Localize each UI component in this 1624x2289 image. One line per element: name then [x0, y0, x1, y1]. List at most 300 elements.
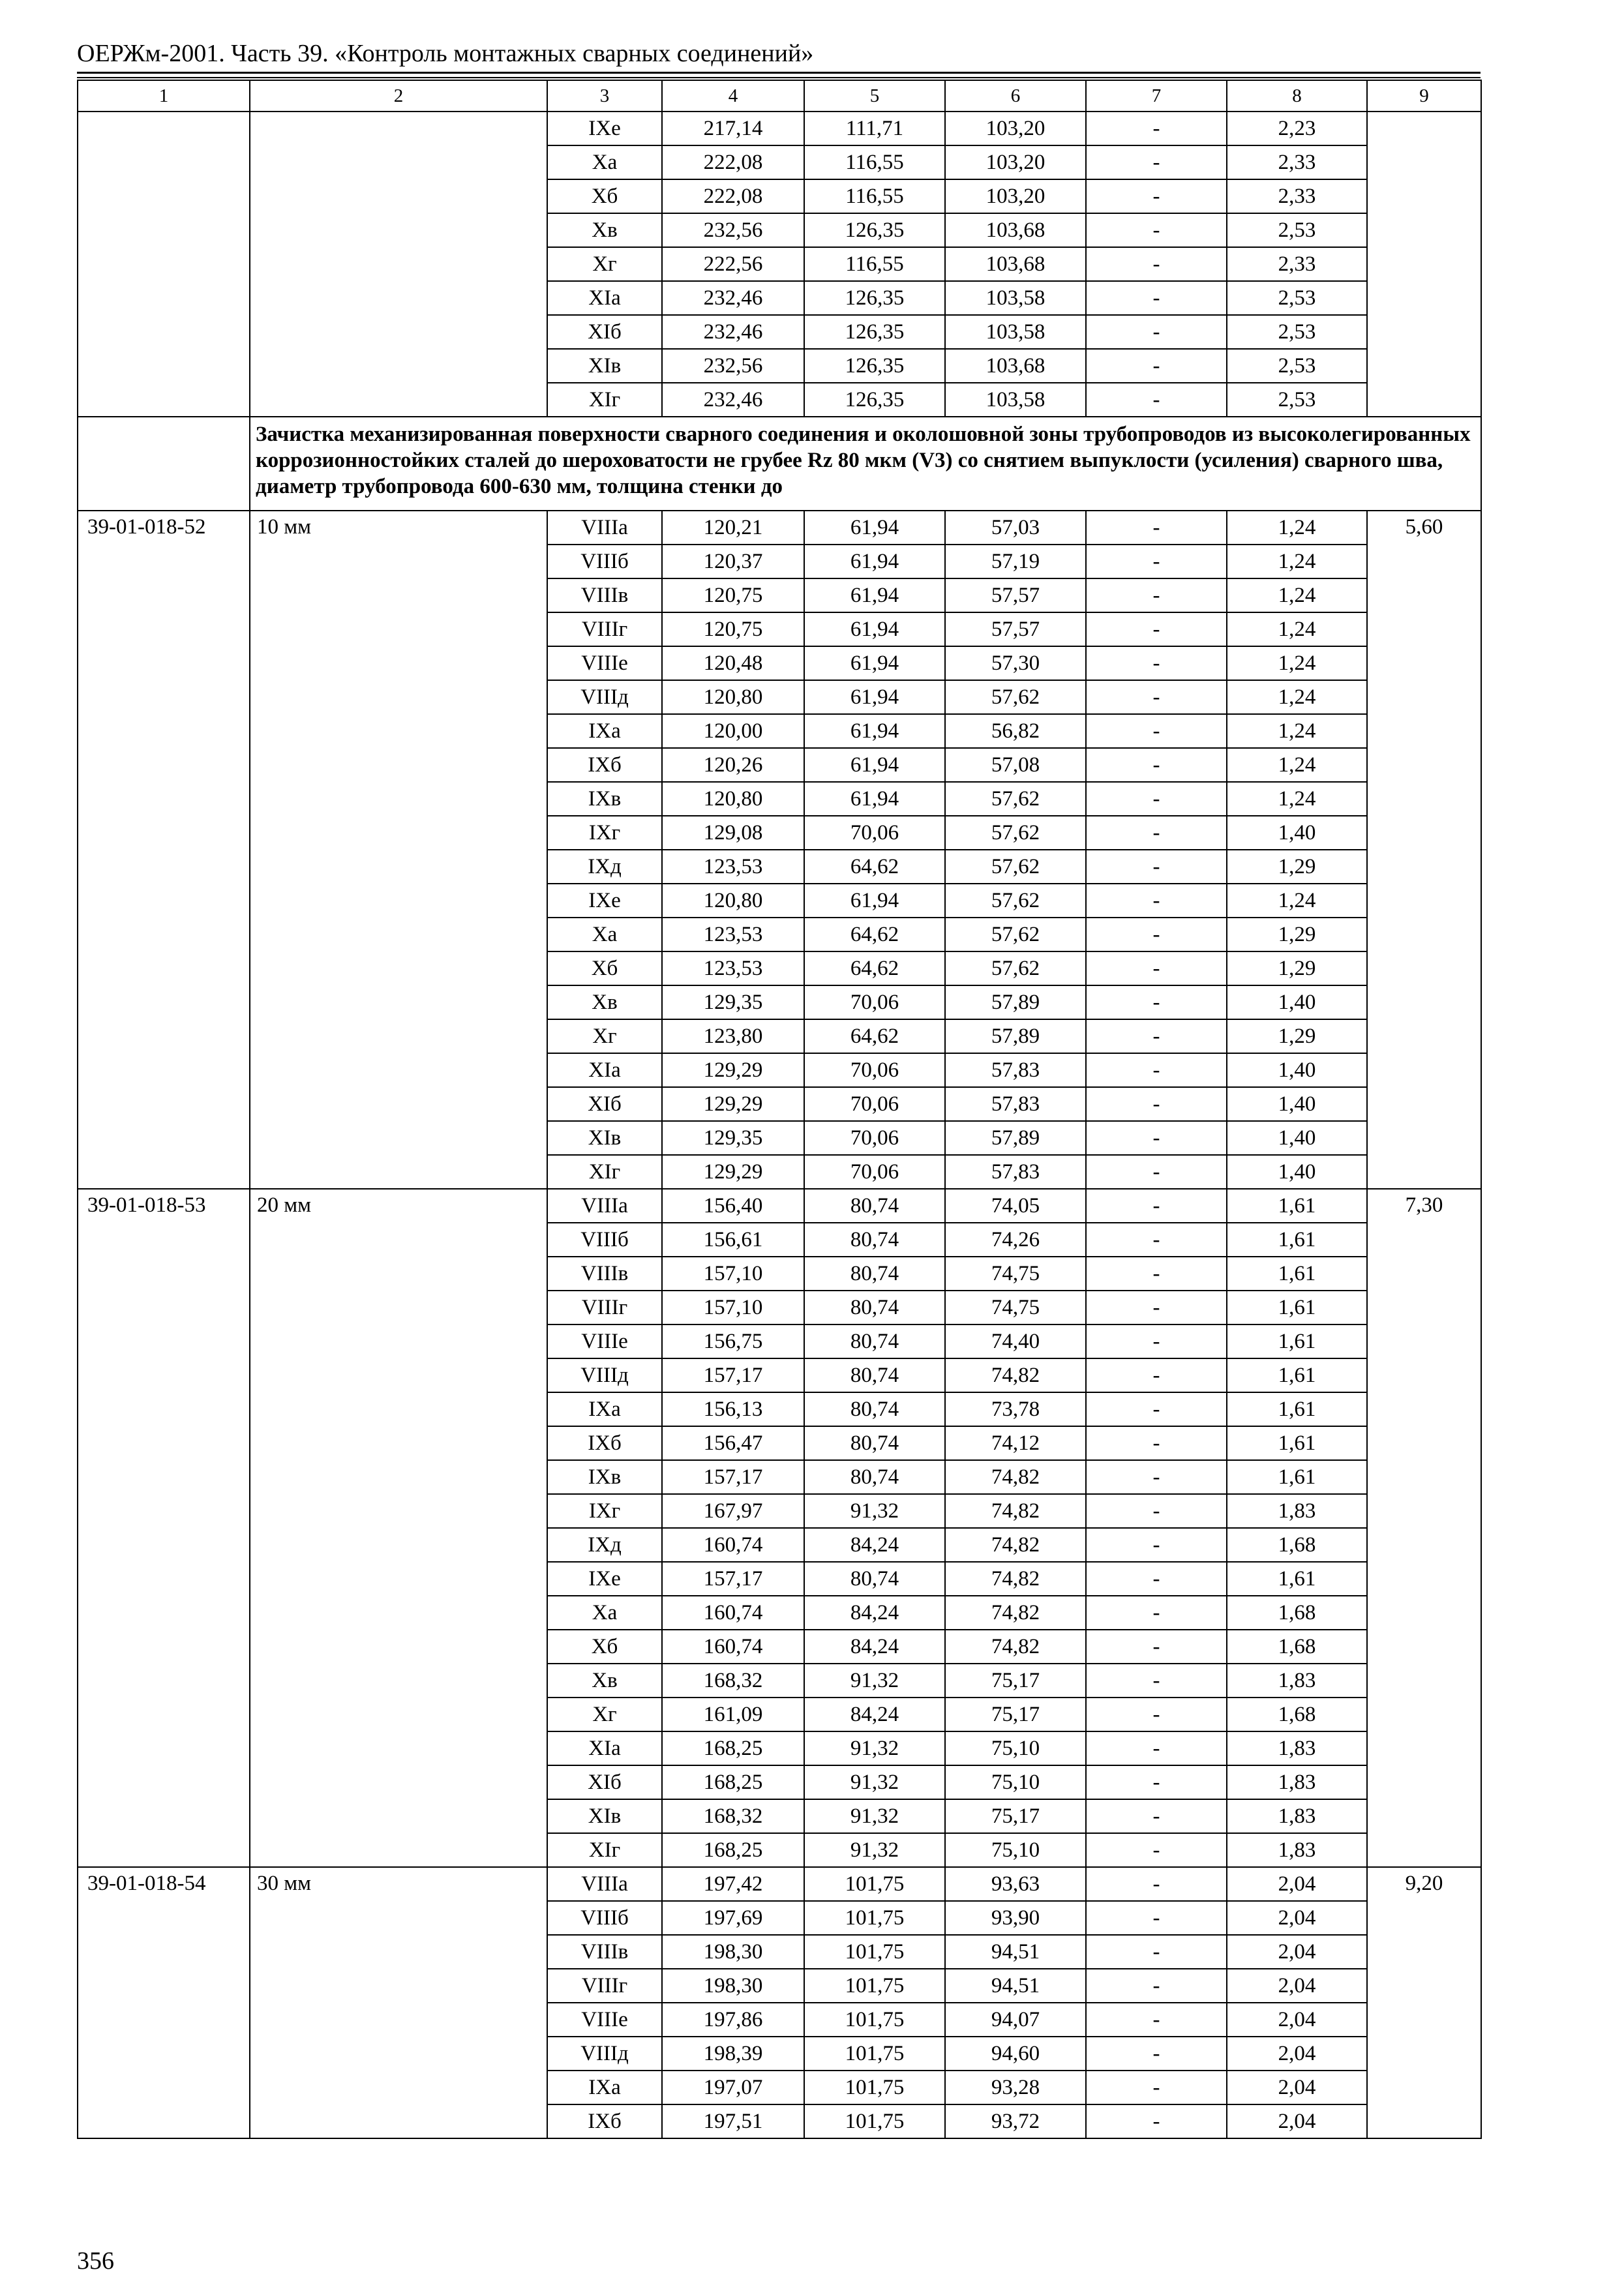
cell-col5: 84,24: [804, 1596, 945, 1630]
cell-col3: XIг: [547, 383, 662, 417]
cell-col8: 1,40: [1227, 1155, 1367, 1189]
cell-col3: VIIIб: [547, 1223, 662, 1257]
cell-col4: 160,74: [662, 1630, 804, 1664]
table-row: [78, 511, 1481, 545]
cell-col4: 129,08: [662, 816, 804, 850]
cell-col4: 120,21: [662, 511, 804, 545]
cell-col4: 167,97: [662, 1494, 804, 1528]
cell-col5: 80,74: [804, 1189, 945, 1223]
table-row: [78, 1867, 1481, 1901]
cell-col5: 64,62: [804, 1019, 945, 1053]
cell-col4: 197,07: [662, 2071, 804, 2104]
cell-col4: 157,10: [662, 1257, 804, 1291]
cell-col7: -: [1086, 1698, 1227, 1731]
cell-col5: 70,06: [804, 985, 945, 1019]
cell-col6: 75,10: [945, 1731, 1086, 1765]
cell-col5: 91,32: [804, 1731, 945, 1765]
cell-col6: 103,58: [945, 383, 1086, 417]
cell-col7: -: [1086, 1392, 1227, 1426]
cell-col5: 126,35: [804, 281, 945, 315]
cell-col8: 1,83: [1227, 1833, 1367, 1867]
cell-col6: 103,68: [945, 349, 1086, 383]
cell-col8: 1,24: [1227, 680, 1367, 714]
cell-col5: 64,62: [804, 951, 945, 985]
cell-col6: 57,62: [945, 816, 1086, 850]
cell-col4: 123,53: [662, 951, 804, 985]
cell-col5: 101,75: [804, 1901, 945, 1935]
cell-col4: 198,30: [662, 1935, 804, 1969]
cell-col3: IXб: [547, 748, 662, 782]
cell-col4: 157,17: [662, 1358, 804, 1392]
cell-col5: 84,24: [804, 1528, 945, 1562]
cell-col5: 80,74: [804, 1426, 945, 1460]
cell-col8: 1,68: [1227, 1630, 1367, 1664]
price-table: [77, 80, 1482, 2139]
cell-col7: -: [1086, 1494, 1227, 1528]
cell-col7: -: [1086, 349, 1227, 383]
cell-col7: -: [1086, 782, 1227, 816]
cell-col4: 168,32: [662, 1664, 804, 1698]
column-number: 4: [662, 80, 804, 112]
cell-col4: 156,75: [662, 1324, 804, 1358]
cell-col5: 116,55: [804, 179, 945, 213]
cell-col4: 197,86: [662, 2003, 804, 2037]
cell-col7: -: [1086, 1901, 1227, 1935]
thickness-cell-empty: [250, 112, 547, 417]
cell-col7: -: [1086, 2037, 1227, 2071]
cell-col8: 1,29: [1227, 850, 1367, 884]
cell-col7: -: [1086, 1528, 1227, 1562]
cell-col4: 129,29: [662, 1053, 804, 1087]
cell-col4: 120,37: [662, 545, 804, 578]
cell-col8: 2,33: [1227, 247, 1367, 281]
cell-col4: 120,48: [662, 646, 804, 680]
cell-col7: -: [1086, 1223, 1227, 1257]
cell-col5: 70,06: [804, 1053, 945, 1087]
cell-col5: 61,94: [804, 748, 945, 782]
cell-col3: XIв: [547, 349, 662, 383]
cell-col6: 74,75: [945, 1257, 1086, 1291]
cell-col3: XIa: [547, 1731, 662, 1765]
cell-col3: Xв: [547, 213, 662, 247]
cell-col5: 80,74: [804, 1358, 945, 1392]
cell-col4: 161,09: [662, 1698, 804, 1731]
cell-col7: -: [1086, 1664, 1227, 1698]
cell-col8: 1,61: [1227, 1257, 1367, 1291]
cell-col3: IXe: [547, 1562, 662, 1596]
cell-col5: 91,32: [804, 1799, 945, 1833]
cell-col4: 129,35: [662, 985, 804, 1019]
cell-col7: -: [1086, 1596, 1227, 1630]
cell-col3: VIIIд: [547, 2037, 662, 2071]
column-number: 6: [945, 80, 1086, 112]
cell-col8: 2,04: [1227, 1901, 1367, 1935]
cell-col3: XIa: [547, 1053, 662, 1087]
cell-col5: 64,62: [804, 850, 945, 884]
cell-col8: 2,04: [1227, 2003, 1367, 2037]
cell-col4: 168,25: [662, 1731, 804, 1765]
cell-col7: -: [1086, 2003, 1227, 2037]
cell-col7: -: [1086, 1155, 1227, 1189]
cell-col8: 1,83: [1227, 1664, 1367, 1698]
cell-col8: 1,24: [1227, 782, 1367, 816]
cell-col4: 160,74: [662, 1528, 804, 1562]
cell-col3: Xб: [547, 179, 662, 213]
cell-col3: IXг: [547, 1494, 662, 1528]
cell-col4: 120,75: [662, 578, 804, 612]
cell-col8: 1,40: [1227, 1121, 1367, 1155]
cell-col4: 232,56: [662, 349, 804, 383]
cell-col6: 103,58: [945, 281, 1086, 315]
cell-col6: 93,63: [945, 1867, 1086, 1901]
cell-col3: Xa: [547, 1596, 662, 1630]
cell-col8: 1,40: [1227, 816, 1367, 850]
code-cell: 39-01-018-54: [78, 1867, 250, 2138]
cell-col7: -: [1086, 816, 1227, 850]
cell-col5: 61,94: [804, 511, 945, 545]
cell-col4: 197,42: [662, 1867, 804, 1901]
cell-col6: 75,10: [945, 1765, 1086, 1799]
cell-col6: 74,75: [945, 1291, 1086, 1324]
cell-col7: -: [1086, 1731, 1227, 1765]
cell-col8: 1,83: [1227, 1494, 1367, 1528]
table-row: [78, 1189, 1481, 1223]
cell-col7: -: [1086, 1121, 1227, 1155]
cell-col7: -: [1086, 1189, 1227, 1223]
cell-col8: 2,23: [1227, 112, 1367, 145]
cell-col5: 126,35: [804, 315, 945, 349]
cell-col3: VIIIa: [547, 511, 662, 545]
cell-col3: VIIIг: [547, 1969, 662, 2003]
cell-col8: 1,40: [1227, 1053, 1367, 1087]
cell-col6: 57,83: [945, 1155, 1086, 1189]
cell-col4: 129,35: [662, 1121, 804, 1155]
cell-col3: IXe: [547, 884, 662, 918]
cell-col6: 93,28: [945, 2071, 1086, 2104]
page-header: ОЕРЖм-2001. Часть 39. «Контроль монтажных сварных соединений»: [77, 40, 814, 67]
cell-col6: 94,51: [945, 1935, 1086, 1969]
cell-col3: IXб: [547, 1426, 662, 1460]
cell-col5: 80,74: [804, 1257, 945, 1291]
cell-col3: Xa: [547, 145, 662, 179]
cell-col7: -: [1086, 1053, 1227, 1087]
cell-col5: 116,55: [804, 145, 945, 179]
cell-col7: -: [1086, 1630, 1227, 1664]
price-cell-empty: [1367, 112, 1481, 417]
cell-col6: 57,83: [945, 1053, 1086, 1087]
cell-col3: VIIIa: [547, 1189, 662, 1223]
cell-col7: -: [1086, 1969, 1227, 2003]
cell-col8: 1,68: [1227, 1596, 1367, 1630]
cell-col5: 61,94: [804, 646, 945, 680]
cell-col4: 156,47: [662, 1426, 804, 1460]
cell-col7: -: [1086, 1765, 1227, 1799]
cell-col7: -: [1086, 748, 1227, 782]
cell-col3: VIIIa: [547, 1867, 662, 1901]
cell-col4: 123,53: [662, 850, 804, 884]
cell-col7: -: [1086, 680, 1227, 714]
cell-col6: 93,90: [945, 1901, 1086, 1935]
cell-col5: 70,06: [804, 1155, 945, 1189]
cell-col6: 57,62: [945, 850, 1086, 884]
cell-col6: 74,12: [945, 1426, 1086, 1460]
cell-col7: -: [1086, 179, 1227, 213]
cell-col5: 80,74: [804, 1324, 945, 1358]
cell-col8: 2,04: [1227, 1969, 1367, 2003]
cell-col5: 101,75: [804, 2071, 945, 2104]
cell-col3: VIIIe: [547, 2003, 662, 2037]
cell-col4: 123,80: [662, 1019, 804, 1053]
cell-col5: 101,75: [804, 1969, 945, 2003]
cell-col5: 61,94: [804, 612, 945, 646]
section-title-row: [78, 417, 1481, 511]
cell-col5: 61,94: [804, 545, 945, 578]
cell-col7: -: [1086, 918, 1227, 951]
cell-col8: 2,04: [1227, 2037, 1367, 2071]
cell-col5: 80,74: [804, 1460, 945, 1494]
cell-col6: 103,58: [945, 315, 1086, 349]
cell-col6: 75,10: [945, 1833, 1086, 1867]
thickness-cell: 20 мм: [250, 1189, 547, 1867]
cell-col8: 1,61: [1227, 1392, 1367, 1426]
cell-col3: XIб: [547, 1087, 662, 1121]
cell-col7: -: [1086, 714, 1227, 748]
cell-col3: XIб: [547, 1765, 662, 1799]
cell-col5: 61,94: [804, 782, 945, 816]
price-cell: 9,20: [1367, 1867, 1481, 2138]
cell-col7: -: [1086, 951, 1227, 985]
cell-col6: 74,82: [945, 1460, 1086, 1494]
cell-col6: 94,07: [945, 2003, 1086, 2037]
cell-col8: 2,04: [1227, 1935, 1367, 1969]
cell-col4: 222,56: [662, 247, 804, 281]
cell-col7: -: [1086, 578, 1227, 612]
cell-col7: -: [1086, 213, 1227, 247]
cell-col8: 1,29: [1227, 951, 1367, 985]
cell-col5: 91,32: [804, 1494, 945, 1528]
cell-col8: 1,24: [1227, 646, 1367, 680]
cell-col6: 93,72: [945, 2104, 1086, 2138]
cell-col8: 1,24: [1227, 714, 1367, 748]
cell-col4: 157,10: [662, 1291, 804, 1324]
cell-col7: -: [1086, 145, 1227, 179]
cell-col5: 101,75: [804, 2003, 945, 2037]
cell-col3: VIIIв: [547, 1257, 662, 1291]
cell-col7: -: [1086, 1087, 1227, 1121]
cell-col8: 1,24: [1227, 578, 1367, 612]
cell-col6: 103,20: [945, 145, 1086, 179]
cell-col7: -: [1086, 1799, 1227, 1833]
cell-col6: 103,68: [945, 213, 1086, 247]
cell-col7: -: [1086, 1257, 1227, 1291]
cell-col4: 120,80: [662, 680, 804, 714]
cell-col8: 1,61: [1227, 1460, 1367, 1494]
cell-col8: 1,24: [1227, 748, 1367, 782]
section-title: Зачистка механизированная поверхности сварного соединения и околошовной зоны трубопроводов из высоколегированных коррозионностойких сталей до шероховатости не грубее Rz 80 мкм (V3) со снятием выпуклости (усиления) сварного шва, диаметр трубопровода 600-630 мм, толщина стенки до: [250, 417, 1481, 511]
cell-col5: 91,32: [804, 1833, 945, 1867]
cell-col5: 84,24: [804, 1630, 945, 1664]
cell-col7: -: [1086, 985, 1227, 1019]
cell-col7: -: [1086, 1935, 1227, 1969]
cell-col3: VIIIд: [547, 1358, 662, 1392]
cell-col8: 1,40: [1227, 1087, 1367, 1121]
cell-col4: 232,46: [662, 281, 804, 315]
cell-col8: 2,04: [1227, 2104, 1367, 2138]
section-code-empty: [78, 417, 250, 511]
cell-col3: XIб: [547, 315, 662, 349]
cell-col5: 64,62: [804, 918, 945, 951]
cell-col5: 101,75: [804, 1935, 945, 1969]
cell-col3: IXв: [547, 782, 662, 816]
cell-col3: Xг: [547, 1698, 662, 1731]
cell-col4: 120,75: [662, 612, 804, 646]
cell-col5: 70,06: [804, 1087, 945, 1121]
cell-col6: 57,19: [945, 545, 1086, 578]
cell-col5: 70,06: [804, 1121, 945, 1155]
cell-col6: 57,62: [945, 680, 1086, 714]
cell-col6: 56,82: [945, 714, 1086, 748]
cell-col8: 2,33: [1227, 145, 1367, 179]
cell-col6: 74,82: [945, 1528, 1086, 1562]
cell-col6: 57,89: [945, 1019, 1086, 1053]
cell-col8: 1,68: [1227, 1528, 1367, 1562]
cell-col3: Xб: [547, 1630, 662, 1664]
cell-col3: Xг: [547, 1019, 662, 1053]
cell-col6: 94,60: [945, 2037, 1086, 2071]
cell-col4: 232,56: [662, 213, 804, 247]
cell-col3: Xб: [547, 951, 662, 985]
cell-col5: 126,35: [804, 383, 945, 417]
cell-col6: 57,57: [945, 612, 1086, 646]
cell-col8: 1,83: [1227, 1765, 1367, 1799]
cell-col6: 94,51: [945, 1969, 1086, 2003]
cell-col3: XIг: [547, 1833, 662, 1867]
cell-col8: 2,53: [1227, 315, 1367, 349]
cell-col4: 123,53: [662, 918, 804, 951]
cell-col5: 111,71: [804, 112, 945, 145]
cell-col3: VIIIe: [547, 646, 662, 680]
thickness-cell: 30 мм: [250, 1867, 547, 2138]
thickness-cell: 10 мм: [250, 511, 547, 1189]
cell-col7: -: [1086, 281, 1227, 315]
cell-col7: -: [1086, 247, 1227, 281]
cell-col8: 2,33: [1227, 179, 1367, 213]
cell-col6: 75,17: [945, 1799, 1086, 1833]
cell-col6: 57,89: [945, 1121, 1086, 1155]
cell-col6: 74,82: [945, 1358, 1086, 1392]
cell-col7: -: [1086, 112, 1227, 145]
cell-col8: 2,53: [1227, 213, 1367, 247]
cell-col4: 168,25: [662, 1765, 804, 1799]
cell-col3: VIIIб: [547, 545, 662, 578]
cell-col3: IXд: [547, 1528, 662, 1562]
cell-col4: 120,00: [662, 714, 804, 748]
cell-col7: -: [1086, 884, 1227, 918]
cell-col4: 120,80: [662, 782, 804, 816]
cell-col5: 84,24: [804, 1698, 945, 1731]
column-number: 1: [78, 80, 250, 112]
table-row: [78, 112, 1481, 145]
cell-col6: 74,26: [945, 1223, 1086, 1257]
cell-col3: VIIIe: [547, 1324, 662, 1358]
cell-col6: 57,62: [945, 782, 1086, 816]
cell-col7: -: [1086, 1291, 1227, 1324]
cell-col4: 168,25: [662, 1833, 804, 1867]
cell-col6: 57,03: [945, 511, 1086, 545]
cell-col5: 101,75: [804, 2037, 945, 2071]
cell-col4: 160,74: [662, 1596, 804, 1630]
cell-col4: 232,46: [662, 315, 804, 349]
header-rule: [77, 72, 1481, 74]
cell-col8: 1,83: [1227, 1799, 1367, 1833]
cell-col3: IXб: [547, 2104, 662, 2138]
cell-col8: 1,24: [1227, 884, 1367, 918]
cell-col4: 129,29: [662, 1155, 804, 1189]
cell-col7: -: [1086, 1324, 1227, 1358]
column-number: 5: [804, 80, 945, 112]
code-cell: 39-01-018-53: [78, 1189, 250, 1867]
cell-col5: 80,74: [804, 1392, 945, 1426]
cell-col4: 222,08: [662, 179, 804, 213]
cell-col6: 74,40: [945, 1324, 1086, 1358]
cell-col8: 2,04: [1227, 2071, 1367, 2104]
cell-col7: -: [1086, 511, 1227, 545]
cell-col7: -: [1086, 315, 1227, 349]
cell-col4: 168,32: [662, 1799, 804, 1833]
cell-col4: 129,29: [662, 1087, 804, 1121]
price-table-body: [78, 80, 1481, 2138]
cell-col4: 156,61: [662, 1223, 804, 1257]
cell-col4: 157,17: [662, 1562, 804, 1596]
cell-col3: IXв: [547, 1460, 662, 1494]
cell-col6: 74,82: [945, 1596, 1086, 1630]
column-number-row: [78, 80, 1481, 112]
cell-col7: -: [1086, 2104, 1227, 2138]
column-number: 2: [250, 80, 547, 112]
cell-col8: 1,24: [1227, 612, 1367, 646]
cell-col8: 1,40: [1227, 985, 1367, 1019]
cell-col3: VIIIг: [547, 1291, 662, 1324]
cell-col7: -: [1086, 1562, 1227, 1596]
price-cell: 5,60: [1367, 511, 1481, 1189]
cell-col6: 74,82: [945, 1630, 1086, 1664]
cell-col5: 126,35: [804, 349, 945, 383]
cell-col5: 61,94: [804, 680, 945, 714]
cell-col8: 1,61: [1227, 1291, 1367, 1324]
code-cell-empty: [78, 112, 250, 417]
cell-col6: 74,82: [945, 1494, 1086, 1528]
cell-col6: 103,20: [945, 112, 1086, 145]
cell-col3: VIIIд: [547, 680, 662, 714]
cell-col6: 103,68: [945, 247, 1086, 281]
cell-col6: 74,05: [945, 1189, 1086, 1223]
cell-col5: 80,74: [804, 1562, 945, 1596]
cell-col4: 198,39: [662, 2037, 804, 2071]
cell-col7: -: [1086, 1867, 1227, 1901]
cell-col8: 2,53: [1227, 383, 1367, 417]
cell-col6: 57,62: [945, 918, 1086, 951]
cell-col4: 197,69: [662, 1901, 804, 1935]
cell-col3: Xв: [547, 985, 662, 1019]
cell-col6: 57,30: [945, 646, 1086, 680]
cell-col8: 2,53: [1227, 349, 1367, 383]
cell-col3: VIIIв: [547, 578, 662, 612]
cell-col8: 1,61: [1227, 1223, 1367, 1257]
cell-col3: VIIIг: [547, 612, 662, 646]
cell-col5: 91,32: [804, 1664, 945, 1698]
cell-col3: IXг: [547, 816, 662, 850]
cell-col6: 57,57: [945, 578, 1086, 612]
